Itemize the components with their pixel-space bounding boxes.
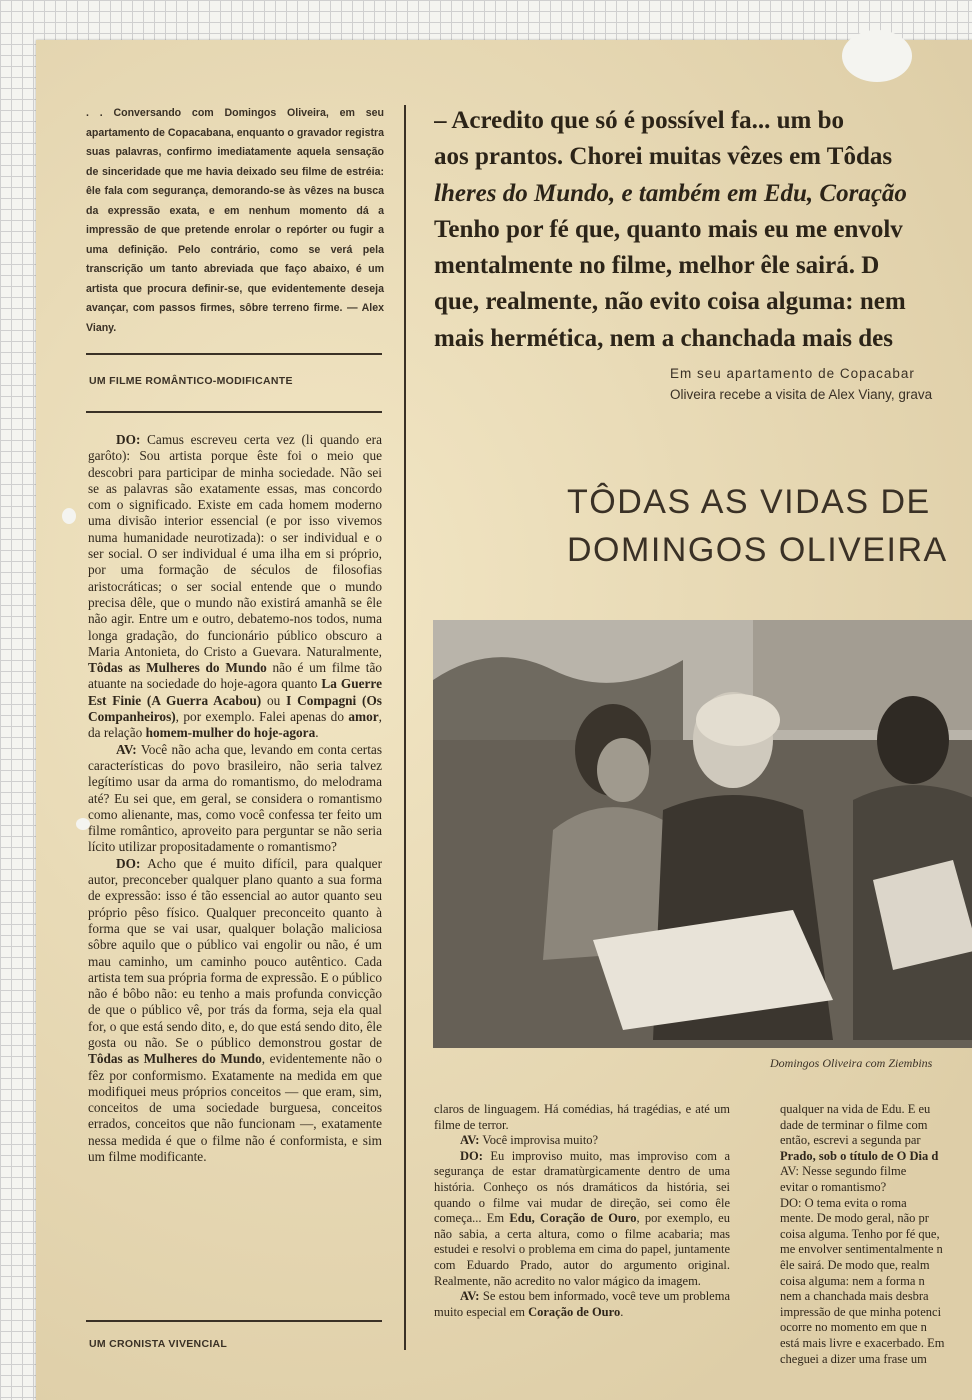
article-column-1 — [88, 432, 382, 1165]
divider — [86, 353, 382, 355]
caption-line: Oliveira recebe a visita de Alex Viany, grava — [670, 387, 933, 402]
headline-line: DOMINGOS OLIVEIRA — [567, 531, 948, 569]
text-line: cheguei a dizer uma frase um — [780, 1351, 927, 1366]
paragraph: AV: Se estou bem informado, você teve um problema muito especial em Coração de Ouro. — [434, 1289, 730, 1319]
text-line: me envolver sentimentalmente n — [780, 1242, 943, 1257]
text-line: está mais livre e exacerbado. Em — [780, 1335, 945, 1350]
text-line: nem a chanchada mais desbra — [780, 1289, 929, 1304]
headline-line: TÔDAS AS VIDAS DE — [567, 483, 931, 521]
text-line: Prado, sob o título de O Dia d — [780, 1148, 939, 1163]
text-line: mente. De modo geral, não pr — [780, 1211, 929, 1226]
text-line: DO: O tema evita o roma — [780, 1195, 907, 1210]
quote-line: mais hermética, nem a chanchada mais des — [434, 324, 893, 352]
text-line: ocorre no momento em que n — [780, 1320, 927, 1335]
paragraph: claros de linguagem. Há comédias, há tragédias, e até um filme de terror. — [434, 1102, 730, 1132]
text-line: dade de terminar o filme com — [780, 1117, 928, 1132]
paragraph: DO: Camus escreveu certa vez (li quando era garôto): Sou artista porque êste foi o meio que descobri para participar de minha sociedade. Não sei se as palavras são exatamente essas, mas concordo com o significado. Existe em cada homem moderno uma divisão interior essencial (e por isso vivemos numa humanidade neurotizada): o ser individual e o ser social. O ser individual é uma ilha em si próprio, por uma formação de séculos de filosofias aristocráticas; o ser social entende que o mundo precisa dêle, que o mundo não existirá amanhã se êle não agir. Entre um e outro, debatemo-nos todos, numa longa gradação, do funcionário público obscuro a Maria Antonieta, do Cristo a Guevara. Naturalmente, Tôdas as Mulheres do Mundo não é um filme tão atuante na sociedade do hoje-agora quanto La Guerre Est Finie (A Guerra Acabou) ou I Compagni (Os Companheiros), por exemplo. Falei apenas do amor, da relação homem-mulher do hoje-agora. — [88, 432, 382, 741]
photo-illustration — [433, 620, 972, 1048]
pull-quote — [434, 103, 972, 357]
text-line: então, escrevi a segunda par — [780, 1133, 921, 1148]
section-title: UM FILME ROMÂNTICO-MODIFICANTE — [89, 375, 293, 387]
quote-line: que, realmente, não evito coisa alguma: nem — [434, 288, 906, 316]
quote-line: aos prantos. Chorei muitas vêzes em Tôdas — [434, 143, 893, 171]
quote-line: lheres do Mundo, e também em Edu, Coração — [434, 179, 907, 207]
article-column-2 — [434, 1102, 730, 1320]
text-line: êle sairá. De modo que, realm — [780, 1257, 930, 1272]
text-line: coisa alguma. Tenho por fé que, — [780, 1226, 940, 1241]
photo — [433, 620, 972, 1048]
section-title: UM CRONISTA VIVENCIAL — [89, 1338, 228, 1350]
quote-line: – Acredito que só é possível fa... um bo — [434, 107, 844, 134]
caption-line: Em seu apartamento de Copacabar — [670, 366, 915, 381]
paragraph: AV: Você improvisa muito? — [460, 1133, 599, 1148]
paragraph: AV: Você não acha que, levando em conta certas características do povo brasileiro, não seria talvez legítimo usar da arma do romantismo, do melodrama até? Eu sei que, em geral, se considera o romantismo como alienante, mas, como você confessa ter feito um filme romântico, aproveito para perguntar se não seria lícito utilizar propositadamente o romantismo? — [88, 741, 382, 855]
quote-line: Tenho por fé que, quanto mais eu me envolv — [434, 215, 903, 243]
paragraph: DO: Acho que é muito difícil, para qualquer autor, preconceber qualquer plano quanto a sua forma de expressão: isso é tão essencial ao autor quanto seu próprio pêso físico. Qualquer preconceito quanto à forma que se vai usar, qualquer bolação maliciosa sôbre aquilo que o público vai engolir ou não, é um mau caminho, um caminho pouco autêntico. Cada artista tem sua própria forma de expressão. E o público não é bôbo não: eu tenho a mais profunda convicção de que o público vê, por trás da forma, seja ela qual for, o que está sendo dito, e, do que está sendo dito, êle gosta ou não. Se o público demonstrou gostar de Tôdas as Mulheres do Mundo, evidentemente não o fêz por conformismo. Exatamente na medida em que modifiquei meus próprios conceitos — que eram, sim, conceitos de uma sociedade burguesa, conceitos errados, conceitos que não funcionam —, exatamente nessa medida é que o filme não é conformista, e sim um filme modificante. — [88, 855, 382, 1165]
paper-tear — [842, 30, 912, 82]
photo-caption-bottom: Domingos Oliveira com Ziembins — [770, 1056, 933, 1070]
text-line: qualquer na vida de Edu. E eu — [780, 1102, 931, 1116]
divider — [86, 1320, 382, 1322]
text-line: coisa alguma: nem a forma n — [780, 1273, 925, 1288]
intro-paragraph: . . Conversando com Domingos Oliveira, em seu apartamento de Copacabana, enquanto o gravador registra suas palavras, confirmo imediatamente aquela sensação de sinceridade que me havia deixado seu filme de estréia: êle fala com segurança, demorando-se às vêzes na busca da expressão exata, e em nenhum momento dá a impressão de que pretende enrolar o repórter ou fugir a uma definição. Pelo contrário, como se verá pela transcrição um tanto abreviada que faço abaixo, é um artista que procura definir-se, que evidentemente deseja avançar, com passos firmes, sôbre terreno firme. — Alex Viany. — [86, 107, 384, 334]
column-divider — [404, 105, 406, 1350]
divider — [86, 411, 382, 413]
quote-line: mentalmente no filme, melhor êle sairá. D — [434, 252, 880, 280]
photo-caption-top — [670, 363, 972, 405]
text-line: evitar o romantismo? — [780, 1179, 887, 1194]
article-column-3 — [780, 1102, 972, 1367]
text-line: impressão de que minha potenci — [780, 1304, 942, 1319]
headline — [567, 478, 948, 574]
paper-hole — [62, 508, 76, 524]
text-line: AV: Nesse segundo filme — [780, 1164, 907, 1179]
paragraph: DO: Eu improviso muito, mas improviso com a segurança de estar dramatùrgicamente dentro de uma história. Conheço os nós dramáticos da história, sei quando o filme vai mudar de direção, sei como êle começa... Em Edu, Coração de Ouro, por exemplo, eu não sabia, a certa altura, como o filme acabaria; mas estudei e resolvi o problema em cima do papel, juntamente com Eduardo Prado, autor do argumento original. Realmente, não acredito no valor mágico da imagem. — [434, 1148, 730, 1288]
